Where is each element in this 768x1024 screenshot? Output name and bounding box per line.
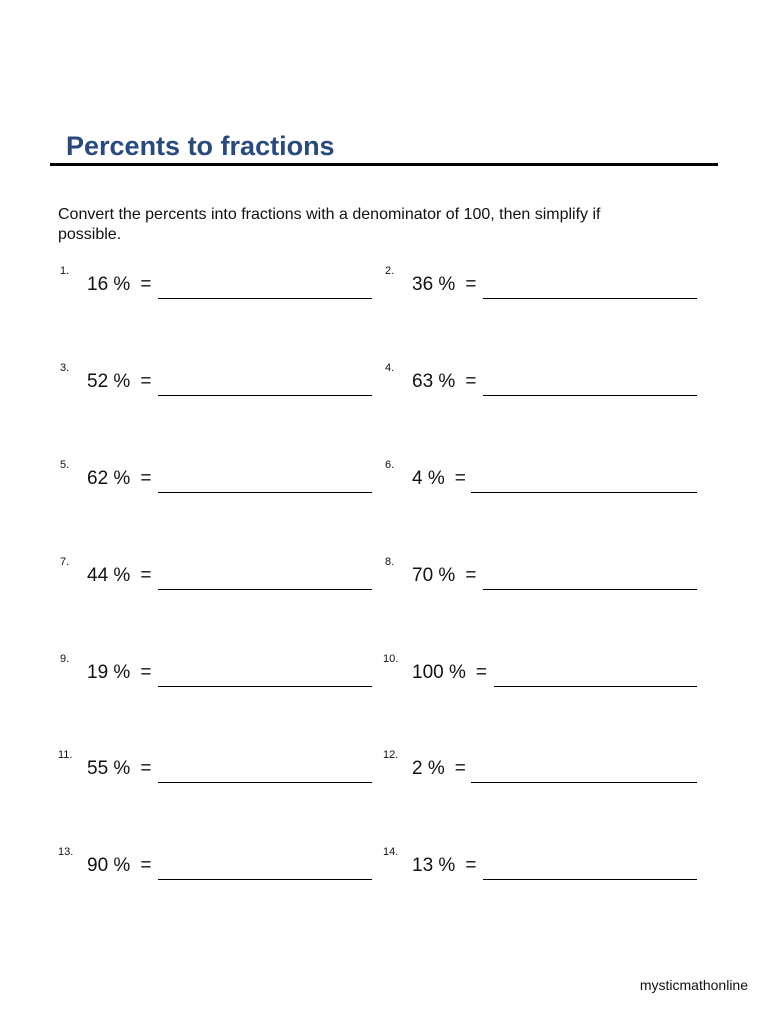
problem-number: 2. [385,265,395,277]
problem-number: 11. [58,749,73,761]
percent-value: 2 % [412,758,445,779]
percent-value: 19 % [87,662,131,683]
equals-sign: = [475,662,487,683]
answer-line[interactable] [471,492,697,493]
problem-number: 9. [60,653,70,665]
problem-expression [412,662,487,684]
problem-number: 5. [60,459,70,471]
problem-expression [87,468,151,490]
equals-sign: = [465,274,477,295]
problem-9 [60,653,372,693]
equals-sign: = [465,855,477,876]
problem-expression [412,565,476,587]
percent-value: 100 % [412,662,466,683]
problem-2 [385,265,697,305]
equals-sign: = [140,758,152,779]
problem-number: 4. [385,362,395,374]
equals-sign: = [140,662,152,683]
problem-5 [60,459,372,499]
percent-value: 90 % [87,855,131,876]
answer-line[interactable] [494,686,697,687]
title-divider [50,163,718,166]
answer-line[interactable] [158,395,372,396]
problem-10 [383,653,697,693]
percent-value: 70 % [412,565,456,586]
answer-line[interactable] [471,782,697,783]
equals-sign: = [140,855,152,876]
problem-expression [87,662,151,684]
answer-line[interactable] [158,879,372,880]
problem-expression [412,855,476,877]
problem-expression [87,371,151,393]
answer-line[interactable] [158,492,372,493]
problem-expression [412,371,476,393]
answer-line[interactable] [483,298,697,299]
problem-number: 8. [385,556,395,568]
percent-value: 44 % [87,565,131,586]
answer-line[interactable] [483,879,697,880]
problem-expression [87,565,151,587]
problem-11 [58,749,372,789]
problem-number: 10. [383,653,399,665]
problem-expression [87,758,151,780]
problem-number: 1. [60,265,70,277]
percent-value: 55 % [87,758,131,779]
instructions-text: Convert the percents into fractions with a denominator of 100, then simplify if possible. [58,206,601,243]
problem-4 [385,362,697,402]
problem-expression [412,274,476,296]
problem-1 [60,265,372,305]
problem-expression [87,274,151,296]
problem-3 [60,362,372,402]
problem-7 [60,556,372,596]
percent-value: 63 % [412,371,456,392]
footer-credit: mysticmathonline [639,977,748,993]
equals-sign: = [140,274,152,295]
percent-value: 52 % [87,371,131,392]
answer-line[interactable] [158,686,372,687]
answer-line[interactable] [158,298,372,299]
problem-expression [412,758,466,780]
equals-sign: = [465,371,477,392]
equals-sign: = [454,468,466,489]
answer-line[interactable] [158,782,372,783]
problem-13 [58,846,372,886]
problem-expression [87,855,151,877]
percent-value: 4 % [412,468,445,489]
problem-14 [383,846,697,886]
answer-line[interactable] [483,395,697,396]
equals-sign: = [140,468,152,489]
problem-number: 6. [385,459,395,471]
problem-number: 13. [58,846,74,858]
problem-expression [412,468,466,490]
equals-sign: = [465,565,477,586]
problem-number: 12. [383,749,399,761]
percent-value: 13 % [412,855,456,876]
problem-number: 3. [60,362,70,374]
problem-number: 14. [383,846,399,858]
percent-value: 36 % [412,274,456,295]
problem-8 [385,556,697,596]
percent-value: 62 % [87,468,131,489]
answer-line[interactable] [483,589,697,590]
problem-12 [383,749,697,789]
worksheet-title: Percents to fractions [66,131,335,161]
problem-number: 7. [60,556,70,568]
equals-sign: = [140,371,152,392]
equals-sign: = [454,758,466,779]
equals-sign: = [140,565,152,586]
problem-6 [385,459,697,499]
percent-value: 16 % [87,274,131,295]
answer-line[interactable] [158,589,372,590]
